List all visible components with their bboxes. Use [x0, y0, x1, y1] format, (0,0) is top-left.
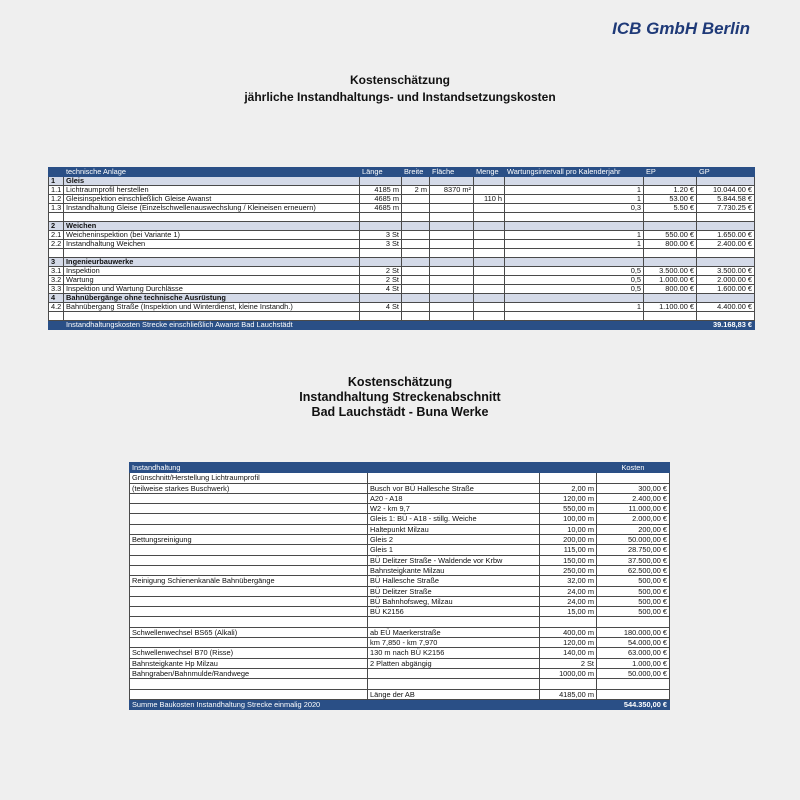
table-row: [130, 658, 670, 668]
quantity: 24,00 m: [540, 586, 597, 596]
table-row: [130, 514, 670, 524]
item-quantity: [474, 186, 505, 195]
estimate2-title-line2: Instandhaltung Streckenabschnitt: [299, 390, 501, 404]
estimate1-title-line1: Kostenschätzung: [349, 73, 450, 87]
table-row: [130, 545, 670, 555]
cost: 50.000,00 €: [597, 535, 670, 545]
item-number: 2.1: [49, 231, 64, 240]
total-label: Summe Baukosten Instandhaltung Strecke einmalig 2020: [130, 699, 597, 709]
annual-maintenance-table: [48, 167, 755, 330]
cost: 62.500,00 €: [597, 565, 670, 575]
section-title: Gleis: [64, 177, 360, 186]
table-row: [49, 276, 755, 285]
section-row: [49, 294, 755, 303]
quantity: 250,00 m: [540, 565, 597, 575]
section-row: [49, 222, 755, 231]
cost: [597, 679, 670, 689]
cost: 37.500,00 €: [597, 555, 670, 565]
section-row: [49, 177, 755, 186]
company-brand: ICB GmbH Berlin: [612, 19, 750, 38]
item-name: Instandhaltung Weichen: [64, 240, 360, 249]
quantity: 100,00 m: [540, 514, 597, 524]
cost: [597, 689, 670, 699]
item-width: [402, 267, 430, 276]
table-row: [130, 668, 670, 678]
table-row: [130, 596, 670, 606]
section-number: 3: [49, 258, 64, 267]
cost: 1.000,00 €: [597, 658, 670, 668]
item-number: 1.3: [49, 204, 64, 213]
cost: 11.000,00 €: [597, 504, 670, 514]
section-row: [49, 258, 755, 267]
table-row: [130, 627, 670, 637]
item-total-price: 2.400.00 €: [697, 240, 755, 249]
table-row: [130, 576, 670, 586]
cost: [597, 473, 670, 483]
item-total-price: 2.000.00 €: [697, 276, 755, 285]
work-category: [130, 565, 368, 575]
location: W2 - km 9,7: [368, 504, 540, 514]
item-length: 4 St: [360, 285, 402, 294]
table-row: [49, 186, 755, 195]
table-row: [130, 493, 670, 503]
section-number: 1: [49, 177, 64, 186]
item-total-price: 7.730.25 €: [697, 204, 755, 213]
col-header: Instandhaltung: [130, 463, 368, 473]
item-area: 8370 m²: [430, 186, 474, 195]
item-name: Inspektion und Wartung Durchlässe: [64, 285, 360, 294]
item-quantity: [474, 276, 505, 285]
cost: 50.000,00 €: [597, 668, 670, 678]
quantity: 32,00 m: [540, 576, 597, 586]
item-total-price: 5.844.58 €: [697, 195, 755, 204]
work-category: [130, 545, 368, 555]
item-unit-price: 800.00 €: [644, 240, 697, 249]
table-row: [130, 555, 670, 565]
work-category: Bahngraben/Bahnmulde/Randwege: [130, 668, 368, 678]
location: BÜ Delitzer Straße - Waldende vor Krbw: [368, 555, 540, 565]
item-name: Weicheninspektion (bei Variante 1): [64, 231, 360, 240]
item-name: Instandhaltung Gleise (Einzelschwellenauswechslung / Kleineisen erneuern): [64, 204, 360, 213]
item-quantity: [474, 285, 505, 294]
table-row: [49, 204, 755, 213]
item-length: 2 St: [360, 276, 402, 285]
cost: 63.000,00 €: [597, 648, 670, 658]
item-length: 2 St: [360, 267, 402, 276]
item-length: 4685 m: [360, 204, 402, 213]
work-category: [130, 555, 368, 565]
table-header-row: [130, 463, 670, 473]
quantity: 200,00 m: [540, 535, 597, 545]
quantity: 10,00 m: [540, 524, 597, 534]
cost: 2.000,00 €: [597, 514, 670, 524]
section-number: 2: [49, 222, 64, 231]
estimate2-title: [0, 375, 800, 420]
col-header: Länge: [360, 168, 402, 177]
blank-row: [49, 312, 755, 321]
table-row: [49, 285, 755, 294]
location: ab EÜ Maerkerstraße: [368, 627, 540, 637]
cost: [597, 617, 670, 627]
item-unit-price: 5.50 €: [644, 204, 697, 213]
location: [368, 668, 540, 678]
item-unit-price: 1.100.00 €: [644, 303, 697, 312]
item-width: [402, 204, 430, 213]
table-row: [130, 586, 670, 596]
item-area: [430, 240, 474, 249]
item-name: Bahnübergang Straße (Inspektion und Winterdienst, kleine Instandh.): [64, 303, 360, 312]
cost: 180.000,00 €: [597, 627, 670, 637]
item-width: [402, 285, 430, 294]
section-title: Weichen: [64, 222, 360, 231]
item-length: 4685 m: [360, 195, 402, 204]
col-header: [368, 463, 540, 473]
estimate1-title-line2: jährliche Instandhaltungs- und Instandsetzungskosten: [244, 90, 556, 104]
item-unit-price: 1.000.00 €: [644, 276, 697, 285]
quantity: 140,00 m: [540, 648, 597, 658]
col-header: Kosten: [597, 463, 670, 473]
table-row: [130, 689, 670, 699]
item-quantity: [474, 303, 505, 312]
location: [368, 679, 540, 689]
item-area: [430, 285, 474, 294]
work-category: [130, 586, 368, 596]
item-width: 2 m: [402, 186, 430, 195]
quantity: [540, 617, 597, 627]
location: BÜ Hallesche Straße: [368, 576, 540, 586]
cost: 28.750,00 €: [597, 545, 670, 555]
col-header: EP: [644, 168, 697, 177]
cost: 500,00 €: [597, 576, 670, 586]
location: 2 Platten abgängig: [368, 658, 540, 668]
location: BÜ K2156: [368, 607, 540, 617]
estimate1-title: [0, 72, 800, 106]
item-number: 3.1: [49, 267, 64, 276]
total-value: 39.168,83 €: [697, 321, 755, 330]
blank-row: [49, 249, 755, 258]
col-header: [49, 168, 64, 177]
item-number: 1.2: [49, 195, 64, 204]
table-row: [130, 638, 670, 648]
section-maintenance-table: [129, 462, 670, 710]
item-width: [402, 240, 430, 249]
item-interval: 0,5: [505, 285, 644, 294]
col-header: technische Anlage: [64, 168, 360, 177]
item-interval: 0,5: [505, 267, 644, 276]
location: [368, 473, 540, 483]
section-title: Bahnübergänge ohne technische Ausrüstung: [64, 294, 360, 303]
item-total-price: 4.400.00 €: [697, 303, 755, 312]
location: Busch vor BÜ Hallesche Straße: [368, 483, 540, 493]
work-category: Reinigung Schienenkanäle Bahnübergänge: [130, 576, 368, 586]
item-interval: 1: [505, 195, 644, 204]
item-interval: 0,3: [505, 204, 644, 213]
work-category: [130, 679, 368, 689]
work-category: [130, 504, 368, 514]
col-header: Menge: [474, 168, 505, 177]
quantity: 150,00 m: [540, 555, 597, 565]
cost: 200,00 €: [597, 524, 670, 534]
work-category: Bettungsreinigung: [130, 535, 368, 545]
table-row: [49, 240, 755, 249]
item-number: 3.3: [49, 285, 64, 294]
location: Haltepunkt Milzau: [368, 524, 540, 534]
item-name: Lichtraumprofil herstellen: [64, 186, 360, 195]
item-unit-price: 550.00 €: [644, 231, 697, 240]
item-total-price: 1.650.00 €: [697, 231, 755, 240]
item-width: [402, 303, 430, 312]
quantity: 120,00 m: [540, 493, 597, 503]
item-length: 4185 m: [360, 186, 402, 195]
table-row: [130, 679, 670, 689]
cost: 500,00 €: [597, 596, 670, 606]
quantity: 24,00 m: [540, 596, 597, 606]
col-header: GP: [697, 168, 755, 177]
item-total-price: 10.044.00 €: [697, 186, 755, 195]
work-category: [130, 607, 368, 617]
item-number: 2.2: [49, 240, 64, 249]
item-area: [430, 267, 474, 276]
work-category: [130, 493, 368, 503]
cost: 500,00 €: [597, 607, 670, 617]
location: km 7,850 - km 7,970: [368, 638, 540, 648]
quantity: 550,00 m: [540, 504, 597, 514]
item-length: 4 St: [360, 303, 402, 312]
work-category: Grünschnitt/Herstellung Lichtraumprofil: [130, 473, 368, 483]
item-unit-price: 1.20 €: [644, 186, 697, 195]
blank-row: [49, 213, 755, 222]
col-header: Breite: [402, 168, 430, 177]
total-label: Instandhaltungskosten Strecke einschließlich Awanst Bad Lauchstädt: [64, 321, 644, 330]
table-row: [130, 648, 670, 658]
item-quantity: [474, 267, 505, 276]
quantity: 115,00 m: [540, 545, 597, 555]
item-quantity: 110 h: [474, 195, 505, 204]
item-name: Wartung: [64, 276, 360, 285]
location: Gleis 2: [368, 535, 540, 545]
table-row: [130, 607, 670, 617]
table-row: [130, 617, 670, 627]
item-area: [430, 276, 474, 285]
item-name: Inspektion: [64, 267, 360, 276]
location: Gleis 1: [368, 545, 540, 555]
quantity: [540, 473, 597, 483]
item-length: 3 St: [360, 231, 402, 240]
section-number: 4: [49, 294, 64, 303]
table-row: [130, 473, 670, 483]
estimate2-title-line1: Kostenschätzung: [347, 375, 453, 389]
quantity: [540, 679, 597, 689]
table-row: [130, 483, 670, 493]
table-header-row: [49, 168, 755, 177]
cost: 2.400,00 €: [597, 493, 670, 503]
total-row: [49, 321, 755, 330]
item-interval: 1: [505, 303, 644, 312]
item-interval: 0,5: [505, 276, 644, 285]
item-area: [430, 204, 474, 213]
work-category: [130, 617, 368, 627]
item-width: [402, 231, 430, 240]
section-title: Ingenieurbauwerke: [64, 258, 360, 267]
quantity: 2,00 m: [540, 483, 597, 493]
item-number: 1.1: [49, 186, 64, 195]
work-category: (teilweise starkes Buschwerk): [130, 483, 368, 493]
col-header: Wartungsintervall pro Kalenderjahr: [505, 168, 644, 177]
item-total-price: 3.500.00 €: [697, 267, 755, 276]
quantity: 15,00 m: [540, 607, 597, 617]
work-category: [130, 638, 368, 648]
col-header: [540, 463, 597, 473]
table-row: [130, 565, 670, 575]
col-header: Fläche: [430, 168, 474, 177]
item-interval: 1: [505, 240, 644, 249]
item-unit-price: 53.00 €: [644, 195, 697, 204]
location: A20 - A18: [368, 493, 540, 503]
quantity: 120,00 m: [540, 638, 597, 648]
quantity: 4185,00 m: [540, 689, 597, 699]
location: [368, 617, 540, 627]
item-width: [402, 195, 430, 204]
table-row: [49, 267, 755, 276]
item-quantity: [474, 231, 505, 240]
work-category: Bahnsteigkante Hp Milzau: [130, 658, 368, 668]
item-number: 3.2: [49, 276, 64, 285]
table-row: [130, 535, 670, 545]
work-category: [130, 689, 368, 699]
item-quantity: [474, 204, 505, 213]
work-category: Schwellenwechsel B70 (Risse): [130, 648, 368, 658]
location: Gleis 1: BÜ - A18 - stillg. Weiche: [368, 514, 540, 524]
location: BÜ Bahnhofsweg, Milzau: [368, 596, 540, 606]
table-row: [49, 303, 755, 312]
total-value: 544.350,00 €: [597, 699, 670, 709]
quantity: 400,00 m: [540, 627, 597, 637]
location: Länge der AB: [368, 689, 540, 699]
work-category: Schwellenwechsel BS65 (Alkali): [130, 627, 368, 637]
work-category: [130, 514, 368, 524]
total-row: [130, 699, 670, 709]
item-total-price: 1.600.00 €: [697, 285, 755, 294]
item-interval: 1: [505, 231, 644, 240]
item-area: [430, 195, 474, 204]
table-row: [49, 195, 755, 204]
item-name: Gleisinspektion einschließlich Gleise Awanst: [64, 195, 360, 204]
quantity: 2 St: [540, 658, 597, 668]
estimate2-title-line3: Bad Lauchstädt - Buna Werke: [311, 405, 489, 419]
cost: 500,00 €: [597, 586, 670, 596]
work-category: [130, 596, 368, 606]
cost: 54.000,00 €: [597, 638, 670, 648]
table-row: [49, 231, 755, 240]
item-length: 3 St: [360, 240, 402, 249]
item-interval: 1: [505, 186, 644, 195]
item-area: [430, 303, 474, 312]
item-number: 4.2: [49, 303, 64, 312]
cost: 300,00 €: [597, 483, 670, 493]
item-unit-price: 800.00 €: [644, 285, 697, 294]
item-quantity: [474, 240, 505, 249]
item-width: [402, 276, 430, 285]
location: 130 m nach BÜ K2156: [368, 648, 540, 658]
table-row: [130, 504, 670, 514]
work-category: [130, 524, 368, 534]
location: BÜ Delitzer Straße: [368, 586, 540, 596]
table-row: [130, 524, 670, 534]
location: Bahnsteigkante Milzau: [368, 565, 540, 575]
quantity: 1000,00 m: [540, 668, 597, 678]
item-unit-price: 3.500.00 €: [644, 267, 697, 276]
item-area: [430, 231, 474, 240]
